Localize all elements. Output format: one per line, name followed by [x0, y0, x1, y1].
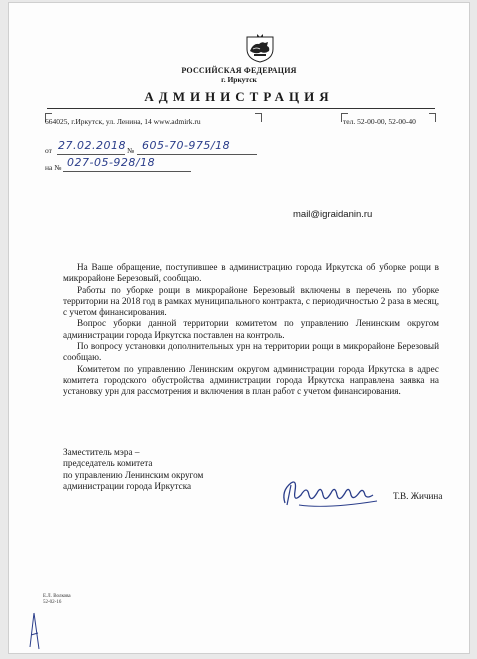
handwritten-date: 27.02.2018: [58, 139, 126, 152]
re-underline: [63, 171, 191, 172]
paragraph: На Ваше обращение, поступившее в администрацию города Иркутска об уборке рощи в микрорайоне Березовый, сообщаю.: [63, 262, 439, 284]
title-line: администрации города Иркутска: [63, 480, 192, 491]
from-label: от: [45, 146, 52, 155]
handwritten-signature: [277, 473, 381, 511]
recipient-email: mail@igraidanin.ru: [293, 209, 373, 220]
paragraph: Комитетом по управлению Ленинским округом администрации города Иркутска в адрес комитета городского обустройства администрации города Иркутска направлена заявка на установку урн для рассмотрения и включения в план работ с учетом финансирования.: [63, 363, 439, 397]
corner-mark: [255, 113, 262, 122]
letter-page: [8, 2, 470, 654]
title-line: председатель комитета: [63, 458, 153, 469]
date-underline: [57, 154, 125, 155]
city-name: г. Иркутск: [221, 75, 257, 84]
handwritten-number: 605-70-975/18: [142, 139, 231, 152]
paragraph: По вопросу установки дополнительных урн на территории рощи в микрорайоне Березовый сообщаю.: [63, 341, 439, 363]
executor-info: [43, 594, 71, 606]
signatory-name: Т.В. Жичина: [393, 491, 443, 501]
re-label: на №: [45, 163, 62, 172]
corner-mark: [429, 113, 436, 122]
number-underline: [137, 154, 257, 155]
country-name: РОССИЙСКАЯ ФЕДЕРАЦИЯ: [181, 66, 297, 75]
executor-phone: 52-02-16: [43, 600, 62, 605]
paragraph: Вопрос уборки данной территории комитетом по управлению Ленинским округом администрации города Иркутска поставлен на контроль.: [63, 318, 439, 340]
executor-name: Е.Л. Волкова: [43, 594, 71, 599]
header-rule: [47, 108, 435, 109]
date-row: [45, 146, 52, 155]
irkutsk-coat-of-arms-icon: [244, 33, 276, 63]
title-line: по управлению Ленинским округом: [63, 469, 204, 480]
paragraph: Работы по уборке рощи в микрорайоне Березовый включены в перечень по уборке территории на 2018 год в рамках муниципального контракта, с периодичностью 2 раза в месяц, с учетом финансирования.: [63, 284, 439, 318]
organization-name: АДМИНИСТРАЦИЯ: [144, 89, 334, 104]
title-line: Заместитель мэра –: [63, 447, 140, 457]
signatory-title: [63, 447, 203, 492]
letter-body: [63, 262, 439, 398]
phone-line: тел. 52-00-00, 52-00-40: [343, 117, 416, 126]
pen-mark-icon: [25, 611, 43, 651]
number-label: №: [127, 146, 135, 155]
address-line: 664025, г.Иркутск, ул. Ленина, 14 www.admirk.ru: [45, 117, 201, 126]
handwritten-re-number: 027-05-928/18: [67, 156, 156, 169]
